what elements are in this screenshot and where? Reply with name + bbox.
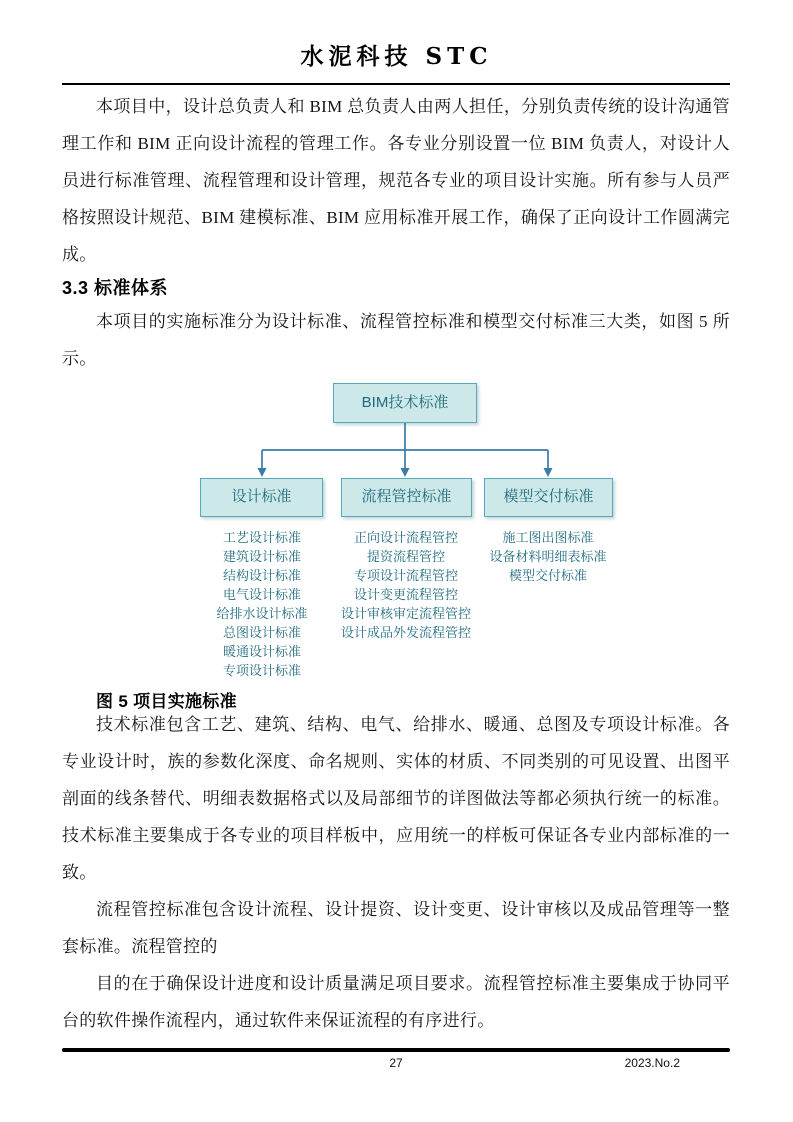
page-number: 27: [389, 1056, 403, 1070]
issue-label: 2023.No.2: [624, 1056, 680, 1070]
figure-caption: 图 5 项目实施标准: [96, 692, 237, 711]
list-item: 给排水设计标准: [216, 606, 308, 621]
list-item: 设计成品外发流程管控: [340, 625, 471, 640]
list-item: 专项设计标准: [222, 663, 301, 678]
journal-title: 水泥科技 STC: [300, 43, 493, 70]
list-item: 建筑设计标准: [222, 549, 301, 564]
list-item: 专项设计流程管控: [353, 568, 458, 583]
diagram-node-root: BIM技术标准: [333, 383, 477, 423]
paragraph: 技术标准包含工艺、建筑、结构、电气、给排水、暖通、总图及专项设计标准。各专业设计时，族的参数化深度、命名规则、实体的材质、不同类别的可见设置、出图平剖面的线条替代、明细表数据格式以及局部细节的详图做法等都必须执行统一的标准。技术标准主要集成于各专业的项目样板中，应用统一的样板可保证各专业内部标准的一致。: [62, 715, 730, 882]
paragraph: 目的在于确保设计进度和设计质量满足项目要求。流程管控标准主要集成于协同平台的软件操作流程内，通过软件来保证流程的有序进行。: [62, 974, 730, 1030]
section-heading: 3.3 标准体系: [62, 278, 169, 298]
delivery-standard-list: [448, 528, 648, 585]
list-item: 设备材料明细表标准: [489, 549, 607, 564]
list-item: 总图设计标准: [222, 625, 301, 640]
list-item: 模型交付标准: [508, 568, 587, 583]
paragraph: 流程管控标准包含设计流程、设计提资、设计变更、设计审核以及成品管理等一整套标准。流程管控的: [62, 900, 730, 956]
header-rule: [62, 83, 730, 85]
list-item: 设计变更流程管控: [353, 587, 458, 602]
page-footer: [62, 1056, 730, 1074]
list-item: 工艺设计标准: [222, 530, 301, 545]
figure-diagram: [62, 377, 730, 683]
list-item: 设计审核审定流程管控: [340, 606, 471, 621]
list-item: 暖通设计标准: [222, 644, 301, 659]
diagram-node-process-standard: 流程管控标准: [341, 478, 472, 517]
list-item: 提资流程管控: [366, 549, 445, 564]
article-body: [62, 88, 730, 1039]
paragraph: 本项目的实施标准分为设计标准、流程管控标准和模型交付标准三大类，如图 5 所示。: [62, 312, 730, 368]
paragraph: 本项目中，设计总负责人和 BIM 总负责人由两人担任，分别负责传统的设计沟通管理工作和 BIM 正向设计流程的管理工作。各专业分别设置一位 BIM 负责人，对设计人员进行标准管理、流程管理和设计管理，规范各专业的项目设计实施。所有参与人员严格按照设计规范、BIM 建模标准、BIM 应用标准开展工作，确保了正向设计工作圆满完成。: [62, 97, 730, 264]
list-item: 施工图出图标准: [502, 530, 594, 545]
diagram-node-design-standard: 设计标准: [200, 478, 323, 517]
list-item: 正向设计流程管控: [353, 530, 458, 545]
footer-rule: [62, 1048, 730, 1052]
list-item: 电气设计标准: [222, 587, 301, 602]
diagram-node-delivery-standard: 模型交付标准: [484, 478, 613, 517]
list-item: 结构设计标准: [222, 568, 301, 583]
